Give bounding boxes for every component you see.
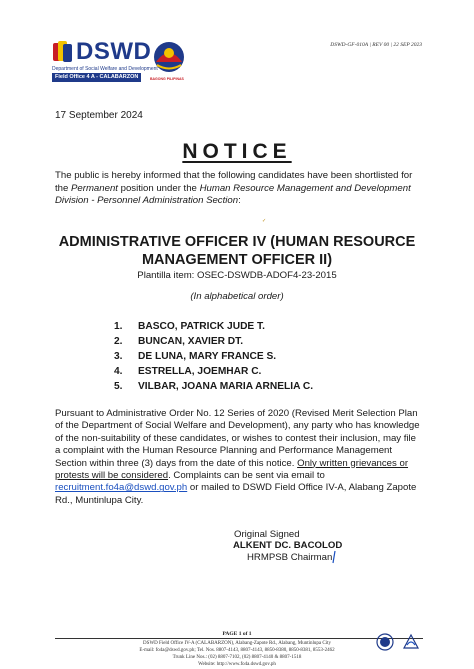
footer-divider: [55, 638, 423, 639]
candidate-list: [114, 319, 313, 394]
paragraph-text-3: or mailed to DSWD Field Office IV-A, Alabang Zapote Rd., Muntinlupa City.: [55, 482, 417, 506]
intro-paragraph: [55, 170, 423, 208]
email-link[interactable]: recruitment.fo4a@dswd.gov.ph: [55, 482, 188, 494]
candidate-number: 2.: [114, 336, 123, 347]
candidate-item: [114, 364, 313, 379]
position-title: ADMINISTRATIVE OFFICER IV (HUMAN RESOURCE MANAGEMENT OFFICER II): [58, 234, 416, 268]
grievance-paragraph: [55, 408, 423, 507]
intro-permanent: Permanent: [71, 182, 118, 194]
candidate-name: BUNCAN, XAVIER DT.: [138, 336, 244, 347]
candidate-name: VILBAR, JOANA MARIA ARNELIA C.: [138, 381, 314, 392]
accreditation-seal-icon: [402, 633, 420, 651]
intro-text-3: :: [238, 195, 241, 206]
candidate-number: 4.: [114, 366, 123, 377]
candidate-item: [114, 379, 313, 394]
document-reference: DSWD-GF-010A | REV 00 | 22 SEP 2023: [330, 42, 422, 48]
paragraph-text-1: Pursuant to Administrative Order No. 12 Series of 2020 (Revised Merit Selection Plan of the Department of Social Welfare and Development), any party who has knowledge of the non-suitability of these candidates, or wishes to contest their inclusion, may file a complaint with the Human Resource Planning and Performance Management Section within three (3) days from the date of this notice.: [55, 408, 420, 469]
footer-contact: E-mail: fo4a@dswd.gov.ph; Tel. Nos. 8807-4143, 8807-4143, 8850-8380, 8850-8381, 8553-2462: [139, 648, 335, 653]
logo-wordmark: DSWD: [76, 38, 152, 65]
candidate-item: [114, 349, 313, 364]
bagong-pilipinas-caption: BAGONG PILIPINAS: [150, 77, 184, 81]
intro-text-1: The public is hereby informed that the following candidates have been shortlisted for the: [55, 170, 413, 194]
order-note: (In alphabetical order): [190, 291, 284, 302]
paragraph-text-2: . Complaints can be sent via email to: [168, 470, 325, 482]
plantilla-item: Plantilla item: OSEC-DSWDB-ADOF4-23-2015: [137, 270, 337, 281]
intro-text-2: position under the: [117, 182, 200, 194]
candidate-item: [114, 334, 313, 349]
dswd-emblem-icon: [52, 40, 74, 66]
check-mark-icon: ✓: [262, 218, 267, 224]
notice-title: NOTICE: [182, 140, 292, 163]
candidate-name: DE LUNA, MARY FRANCE S.: [138, 351, 277, 362]
paragraph-underlined: Only written grievances or protests will be considered: [55, 457, 409, 482]
candidate-name: BASCO, PATRICK JUDE T.: [138, 321, 265, 332]
initial-mark-icon: [330, 550, 338, 564]
footer-trunk-lines: Trunk Line Nos.: (02) 8807-7102, (02) 8807-4140 & 8807-1518: [172, 655, 302, 660]
field-office-banner: Field Office 4 A - CALABARZON: [52, 73, 141, 82]
footer-website: Website: http://www.fo4a.dswd.gov.ph: [198, 662, 276, 667]
certification-seal-icon: [376, 633, 394, 651]
candidate-number: 5.: [114, 381, 123, 392]
signatory-name: ALKENT DC. BACOLOD: [233, 540, 343, 551]
intro-division: Human Resource Management and Development Division - Personnel Administration Section: [55, 182, 411, 206]
page-number: PAGE 1 of 1: [222, 631, 252, 637]
candidate-name: ESTRELLA, JOEMHAR C.: [138, 366, 262, 377]
candidate-item: [114, 319, 313, 334]
signatory-role: HRMPSB Chairman: [247, 552, 333, 563]
bagong-pilipinas-logo-icon: [152, 40, 186, 80]
candidate-number: 1.: [114, 321, 123, 332]
notice-date: 17 September 2024: [55, 110, 143, 121]
candidate-number: 3.: [114, 351, 123, 362]
signature-status: Original Signed: [234, 529, 300, 540]
footer-address: DSWD Field Office IV-A (CALABARZON), Alabang-Zapote Rd., Alabang, Muntinlupa City: [143, 641, 331, 646]
logo-subtitle: Department of Social Welfare and Development: [52, 66, 158, 72]
